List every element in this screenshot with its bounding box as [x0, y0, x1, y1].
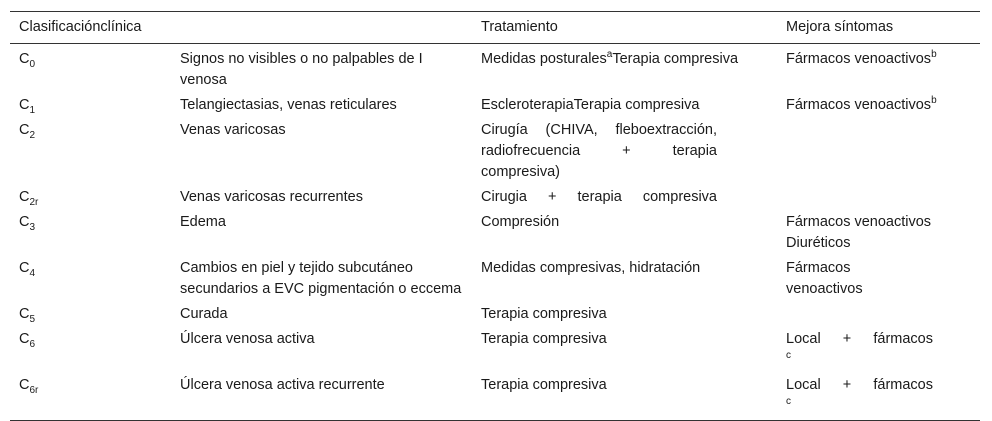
description-cell: Úlcera venosa activa recurrente — [171, 373, 472, 421]
header-improvement: Mejora síntomas — [777, 12, 980, 44]
classification-table — [10, 11, 980, 421]
treatment-cell: Medidas posturales$^a$Terapia compresiva — [481, 49, 739, 67]
table-row — [10, 256, 980, 302]
improvement-cell — [777, 302, 980, 327]
class-cell: $C_0$ — [19, 51, 36, 70]
header-treatment: Tratamiento — [472, 12, 777, 44]
improvement-cell: Local + fármacos$^c$ — [786, 331, 933, 362]
class-cell: $C_4$ — [19, 260, 36, 279]
treatment-cell: Cirugia + terapia compresiva — [481, 189, 717, 205]
table-row — [10, 373, 980, 421]
treatment-cell: Terapia compresiva — [472, 373, 777, 421]
treatment-cell: Compresión — [481, 214, 560, 230]
improvement-cell: Fármacos venoactivos — [786, 260, 863, 297]
description-cell: Úlcera venosa activa — [180, 331, 315, 347]
improvement-cell: Local + fármacos$^c$ — [777, 373, 980, 421]
class-cell: $C_1$ — [19, 97, 36, 116]
improvement-cell: Fármacos venoactivos Diuréticos — [786, 214, 932, 251]
description-cell: Edema — [180, 214, 226, 230]
treatment-cell: Terapia compresiva — [481, 306, 607, 322]
table-row — [10, 210, 980, 256]
class-cell: $C_{2r}$ — [19, 189, 39, 208]
description-cell: Curada — [180, 306, 228, 322]
description-cell: Signos no visibles o no palpables de I venosa — [180, 51, 423, 88]
treatment-cell: EscleroterapiaTerapia compresiva — [481, 97, 700, 113]
improvement-cell — [777, 185, 980, 210]
description-cell: Venas varicosas — [180, 122, 286, 138]
header-description — [171, 12, 472, 44]
description-cell: Venas varicosas recurrentes — [180, 189, 363, 205]
header-row — [10, 12, 980, 44]
class-cell: $C_6$ — [19, 331, 36, 350]
class-cell: $C_3$ — [19, 214, 36, 233]
class-cell: $C_5$ — [19, 306, 36, 325]
table-row — [10, 93, 980, 118]
table-row — [10, 185, 980, 210]
description-cell: Cambios en piel y tejido subcutáneo secundarios a EVC pigmentación o eccema — [180, 260, 462, 297]
table-row — [10, 118, 980, 185]
class-cell: $C_2$ — [19, 122, 36, 141]
table-row — [10, 44, 980, 94]
improvement-cell: Fármacos venoactivos$^b$ — [786, 95, 937, 113]
improvement-cell — [777, 118, 980, 185]
header-classification: Clasificaciónclínica — [10, 12, 171, 44]
treatment-cell: Cirugía (CHIVA, fleboextracción, radiofrecuencia + terapia compresiva) — [481, 122, 717, 180]
description-cell: Telangiectasias, venas reticulares — [180, 97, 397, 113]
treatment-cell: Medidas compresivas, hidratación — [481, 260, 701, 276]
treatment-cell: Terapia compresiva — [481, 331, 607, 347]
improvement-cell: Fármacos venoactivos$^b$ — [786, 49, 937, 67]
table-row — [10, 327, 980, 373]
table-row — [10, 302, 980, 327]
class-cell: $C_{6r}$ — [10, 373, 171, 421]
